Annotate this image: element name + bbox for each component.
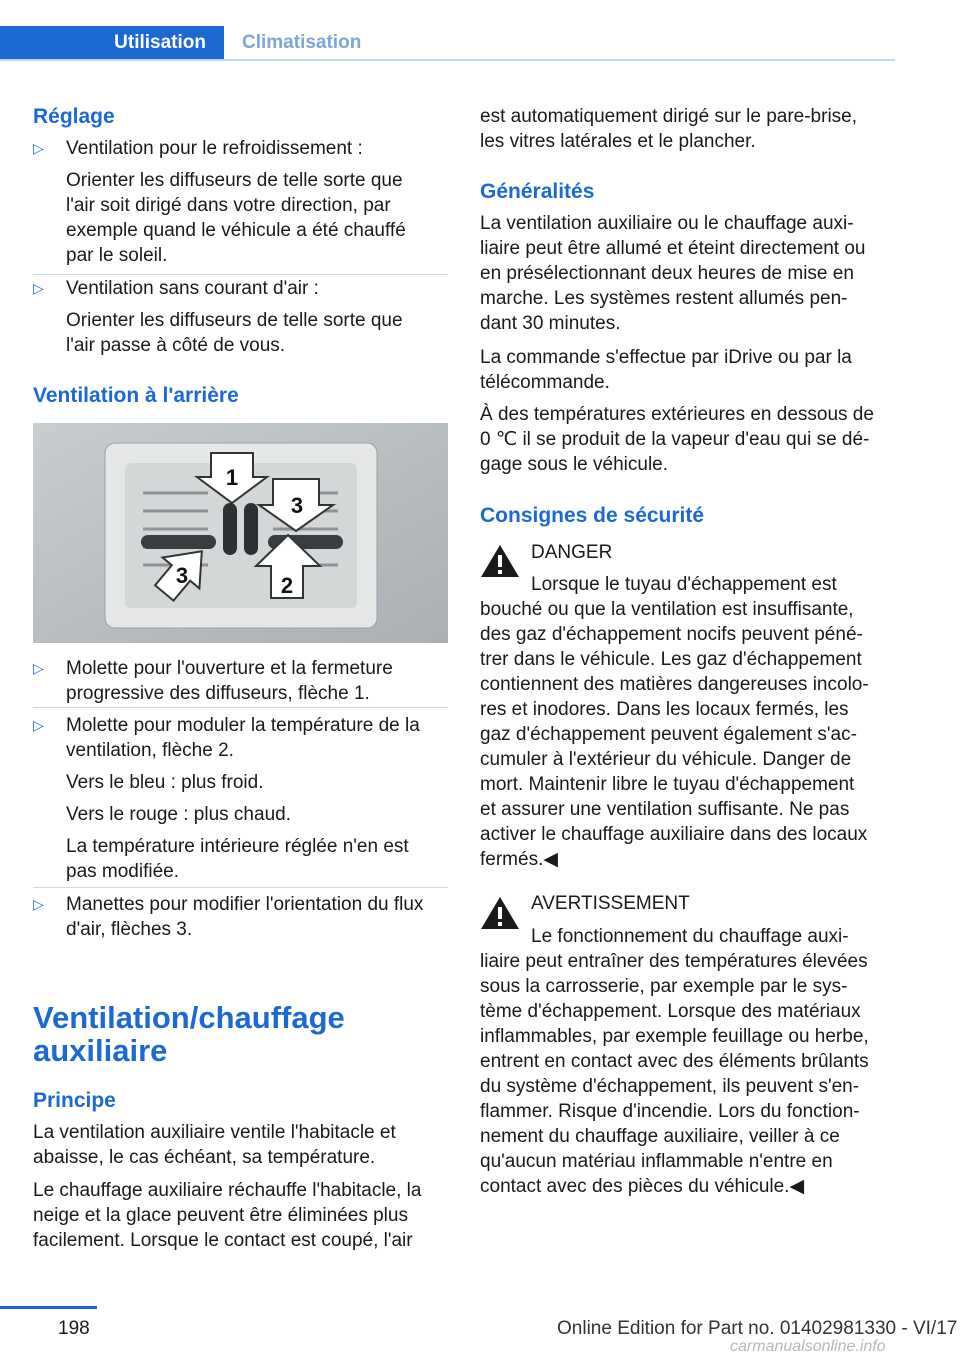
figure-label-arrow: 2 [280,573,294,598]
bullet-triangle-icon: ▷ [33,896,44,912]
watermark: carmanualsonline.info [730,1338,886,1355]
page-number: 198 [58,1318,90,1339]
footer-edition: Online Edition for Part no. 01402981330 - VI/17 [557,1318,958,1339]
bullet-subtext: Orienter les diffuseurs de telle sorte que [66,310,403,331]
danger-text: Lorsque le tuyau d'échappement est bouché ou que la ventilation est insuffisante, des gaz d'échappement nocifs peuvent péné‐ trer dans le véhicule. Les gaz d'échappement contiennent des matières dangereuses incolo‐ res et inodores. Dans les locaux fermés, les gaz d'échappement peuvent également s'ac‐ cumuler à l'extérieur du véhicule. Danger de mort. Maintenir libre le tuyau d'échappement et assurer une ventilation suffisante. Ne pas activer le chauffage auxiliaire dans des locaux fermés.◀ [480,574,869,870]
paragraph: est automatiquement dirigé sur le pare-brise, les vitres latérales et le plancher. [480,106,858,152]
bullet-triangle-icon: ▷ [33,717,44,733]
tab-climatisation[interactable]: Climatisation [224,26,895,60]
rear-vent-figure [33,423,448,643]
figure-label-arrow: 3 [175,563,189,588]
tab-utilisation[interactable]: Utilisation [0,26,224,60]
bullet-subtext: Vers le bleu : plus froid. [66,772,264,793]
bullet-triangle-icon: ▷ [33,660,44,676]
bullet-subtext: pas modifiée. [66,861,180,882]
paragraph: La ventilation auxiliaire ventile l'habitacle et abaisse, le cas échéant, sa température. [33,1122,396,1168]
bullet-subtext: exemple quand le véhicule a été chauffé [66,220,406,241]
heading-generalites: Généralités [480,180,595,203]
heading-ventilation-arriere: Ventilation à l'arrière [33,384,239,407]
bullet-subtext: Vers le rouge : plus chaud. [66,804,291,825]
bullet-triangle-icon: ▷ [33,280,44,296]
bullet-item [33,656,448,706]
bullet-triangle-icon: ▷ [33,140,44,156]
bullet-subtext: l'air soit dirigé dans votre direction, par [66,195,391,216]
figure-label-arrow: 3 [290,493,304,518]
bullet-subtext: l'air passe à côté de vous. [66,335,286,356]
heading-principe: Principe [33,1089,116,1112]
header-divider [0,59,895,61]
footer-accent-line [0,1306,97,1309]
paragraph: À des températures extérieures en dessous de 0 ℃ il se produit de la vapeur d'eau qui se dé‐ gage sous le véhicule. [480,404,874,475]
bullet-text: d'air, flèches 3. [66,919,193,940]
section-title-line: Ventilation/chauffage [33,1000,345,1035]
bullet-text: progressive des diffuseurs, flèche 1. [66,683,370,704]
figure-label-arrow: 1 [225,465,239,490]
section-title [33,1001,448,1067]
bullet-subtext: par le soleil. [66,245,168,266]
bullet-item [33,136,448,268]
paragraph: Le chauffage auxiliaire réchauffe l'habitacle, la neige et la glace peuvent être éliminées plus facilement. Lorsque le contact est coupé, l'air [33,1180,422,1251]
chapter-header [0,26,895,62]
paragraph: La commande s'effectue par iDrive ou par la télécommande. [480,347,852,393]
bullet-subtext: La température intérieure réglée n'en est [66,836,409,857]
bullet-text: Ventilation sans courant d'air : [66,278,319,299]
bullet-text: ventilation, flèche 2. [66,740,234,761]
bullet-item [33,892,448,942]
bullet-item [33,713,448,884]
warning-label: AVERTISSEMENT [531,893,690,914]
list-divider [33,887,448,888]
heading-reglage: Réglage [33,105,115,128]
bullet-item [33,276,448,358]
warning-text: Le fonctionnement du chauffage auxi‐ liaire peut entraîner des températures élevées sous la carrosserie, par exemple par le sys‐ tème d'échappement. Lorsque des matériaux inflammables, par exemple feuillage ou herbe, entrent en contact avec des éléments brûlants du système d'échappement, ils peuvent s'en‐ flammer. Risque d'incendie. Lors du fonction‐ nement du chauffage auxiliaire, veiller à ce qu'aucun matériau inflammable n'entre en contact avec des pièces du véhicule.◀ [480,926,869,1197]
bullet-subtext: Orienter les diffuseurs de telle sorte que [66,170,403,191]
bullet-text: Manettes pour modifier l'orientation du flux [66,894,424,915]
section-title-line: auxiliaire [33,1033,168,1068]
bullet-text: Molette pour moduler la température de la [66,715,420,736]
bullet-text: Ventilation pour le refroidissement : [66,138,363,159]
heading-consignes-securite: Consignes de sécurité [480,504,705,527]
bullet-text: Molette pour l'ouverture et la fermeture [66,658,393,679]
danger-label: DANGER [531,542,613,563]
list-divider [33,707,448,708]
paragraph: La ventilation auxiliaire ou le chauffage auxi‐ liaire peut être allumé et éteint directement ou en présélectionnant deux heures de mise en marche. Les systèmes restent allumés pen‐ dant 30 minutes. [480,213,866,334]
list-divider [33,274,448,275]
